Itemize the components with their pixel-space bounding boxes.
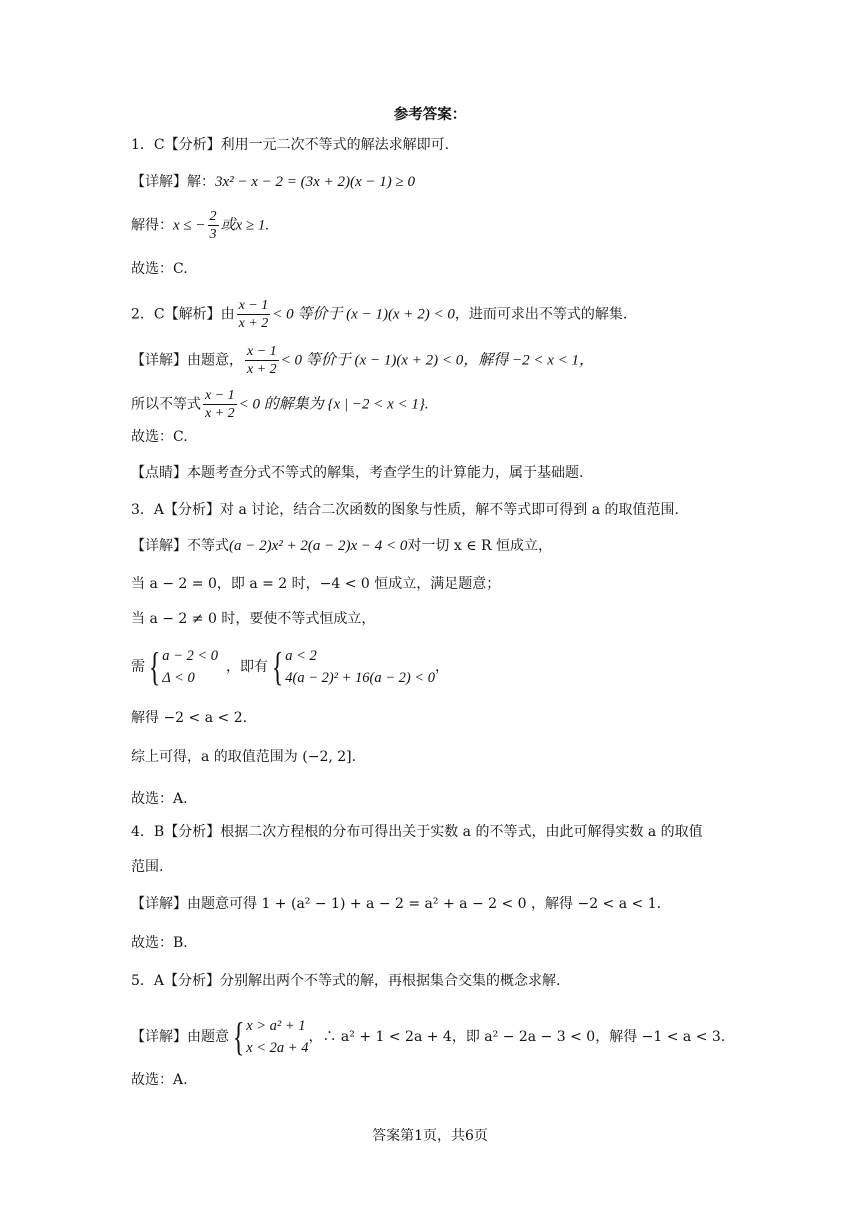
q2-fraction-2 — [245, 343, 279, 378]
q4-analysis: 4．B【分析】根据二次方程根的分布可得出关于实数 a 的不等式，由此可解得实数 a 的取值 — [131, 824, 703, 840]
q2-line2-prefix: 【详解】由题意， — [131, 352, 243, 369]
q2-frac3-num: x − 1 — [205, 388, 235, 403]
left-brace-icon: { — [148, 644, 161, 689]
q2-frac1-num: x − 1 — [238, 298, 269, 313]
q4-answer: 故选：B. — [131, 935, 188, 951]
q2-line1-prefix: 2．C【解析】由 — [131, 306, 235, 323]
q2-line2-mid: < 0 等价于 (x − 1)(x + 2) < 0 — [280, 352, 464, 369]
q2-comment: 【点睛】本题考查分式不等式的解集，考查学生的计算能力，属于基础题. — [131, 465, 584, 481]
q4-analysis-cont: 范围. — [131, 859, 164, 875]
page-title: 参考答案： — [393, 106, 467, 123]
q2-fraction-3 — [203, 387, 237, 422]
left-brace-icon: { — [271, 644, 284, 689]
q2-frac2-num: x − 1 — [247, 344, 277, 359]
q2-line3-prefix: 所以不等式 — [131, 396, 201, 413]
q2-frac2-den: x + 2 — [247, 362, 277, 377]
q1-fraction — [208, 208, 219, 243]
q3-sys2-row1: a < 2 — [285, 648, 317, 664]
q2-answer: 故选：C. — [131, 429, 188, 445]
q2-analysis — [131, 297, 627, 332]
q3-tail: ， — [435, 659, 450, 675]
q2-fraction-1 — [237, 297, 271, 332]
q3-answer: 故选：A. — [131, 791, 188, 807]
q1-solution — [131, 208, 269, 243]
q2-line2-suffix: ，解得 −2 < x < 1， — [463, 352, 594, 369]
q3-sys1-row2: Δ < 0 — [162, 670, 195, 686]
left-brace-icon: { — [232, 1014, 245, 1059]
q5-answer: 故选：A. — [131, 1072, 188, 1088]
q1-frac-den: 3 — [209, 227, 217, 242]
q1-analysis: 1．C【分析】利用一元二次不等式的解法求解即可． — [131, 137, 459, 153]
q3-line2-prefix: 【详解】不等式 — [131, 538, 229, 554]
q2-line3-mid: < 0 的解集为 {x | −2 < x < 1}. — [238, 396, 429, 413]
q3-sys2-row2: 4(a − 2)² + 16(a − 2) < 0 — [285, 670, 436, 686]
q5-detail-suffix: ，∴ a² + 1 < 2a + 4，即 a² − 2a − 3 < 0，解得 −1 < a < 3. — [308, 1029, 726, 1045]
q1-frac-num: 2 — [209, 209, 217, 224]
q3-line2-math: (a − 2)x² + 2(a − 2)x − 4 < 0 — [229, 538, 408, 554]
q3-system-1 — [145, 645, 218, 689]
q4-detail: 【详解】由题意可得 1 + (a² − 1) + a − 2 = a² + a − 2 < 0 ，解得 −2 < a < 1. — [131, 896, 662, 912]
page-footer: 答案第1页，共6页 — [372, 1128, 488, 1144]
q3-analysis: 3．A【分析】对 a 讨论，结合二次函数的图象与性质，解不等式即可得到 a 的取值范围. — [131, 502, 679, 518]
q5-detail — [131, 1015, 725, 1059]
q1-solve-rhs: 或x ≥ 1. — [220, 217, 270, 234]
q3-sys1-row1: a − 2 < 0 — [162, 648, 219, 664]
q3-system — [131, 645, 449, 689]
q3-case2: 当 a − 2 ≠ 0 时，要使不等式恒成立， — [131, 611, 376, 627]
q2-detail — [131, 343, 594, 378]
q5-system — [229, 1015, 308, 1059]
q3-case1: 当 a − 2 = 0，即 a = 2 时，−4 < 0 恒成立，满足题意； — [131, 576, 501, 592]
q2-frac1-den: x + 2 — [238, 316, 269, 331]
q1-answer: 故选：C. — [131, 261, 188, 277]
q1-solve-lhs: x ≤ − — [173, 217, 206, 234]
q5-detail-prefix: 【详解】由题意 — [131, 1029, 229, 1045]
q3-summary: 综上可得，a 的取值范围为 (−2, 2]. — [131, 749, 357, 765]
q5-analysis: 5．A【分析】分别解出两个不等式的解，再根据集合交集的概念求解. — [131, 973, 561, 989]
q3-mid: ，即有 — [226, 659, 269, 675]
q2-conclusion — [131, 387, 429, 422]
q2-line1-mid: < 0 等价于 (x − 1)(x + 2) < 0 — [272, 306, 455, 323]
q1-detail-math: 3x² − x − 2 = (3x + 2)(x − 1) ≥ 0 — [215, 174, 415, 190]
q5-sys-row1: x > a² + 1 — [246, 1018, 306, 1034]
q1-detail — [131, 172, 415, 192]
q3-line2-suffix: 对一切 x ∈ R 恒成立， — [407, 538, 553, 554]
q3-detail — [131, 536, 552, 556]
q1-solve-prefix: 解得： — [131, 217, 173, 234]
q3-system-2 — [268, 645, 435, 689]
q3-solve: 解得 −2 < a < 2. — [131, 710, 248, 726]
q3-need: 需 — [131, 659, 145, 675]
q1-detail-tag: 【详解】解： — [131, 174, 215, 190]
q2-frac3-den: x + 2 — [205, 406, 235, 421]
q5-sys-row2: x < 2a + 4 — [246, 1040, 309, 1056]
q2-line1-suffix: ，进而可求出不等式的解集. — [454, 306, 628, 323]
